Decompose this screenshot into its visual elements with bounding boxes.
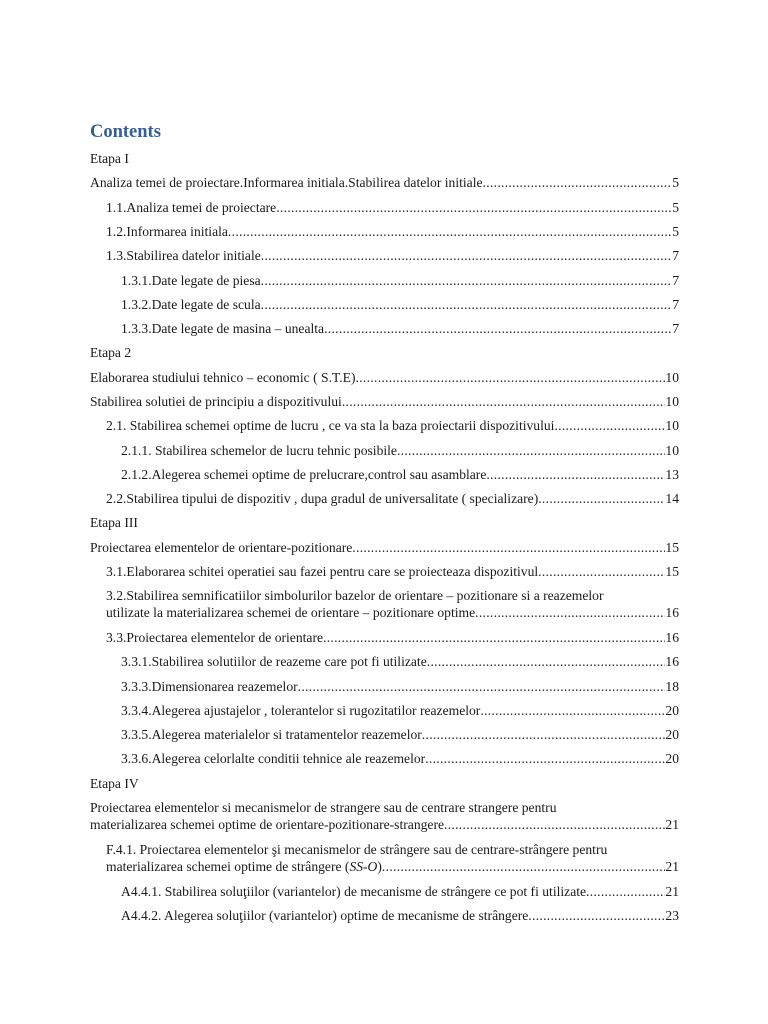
toc-page-number: 5 [672,175,679,190]
toc-entry[interactable] [121,296,679,313]
toc-entry-title: F.4.1. Proiectarea elementelor şi mecanismelor de strângere sau de centrare-strângere pentru [106,842,608,857]
toc-entry-title: Stabilirea solutiei de principiu a dispozitivului [90,394,342,409]
toc-page-number: 7 [672,321,679,336]
toc-entry[interactable] [121,653,679,670]
toc-entry[interactable] [121,883,679,900]
dot-leader [352,539,665,556]
toc-page-number: 7 [672,297,679,312]
toc-entry[interactable] [121,678,679,695]
toc-page-number: 16 [665,654,679,669]
dot-leader [444,816,665,833]
toc-entry-title: 1.3.Stabilirea datelor initiale [106,248,261,263]
toc-page-number: 21 [665,884,679,899]
toc-entry[interactable] [106,223,679,240]
toc-entry-title: 3.3.4.Alegerea ajustajelor , tolerantelor si rugozitatilor reazemelor [121,703,481,718]
dot-leader [486,466,665,483]
etapa-label: Etapa IV [90,776,139,791]
toc-entry[interactable] [121,702,679,719]
toc-page-number: 13 [665,467,679,482]
toc-page-number: 5 [672,200,679,215]
toc-entry-title: 1.2.Informarea initiala [106,224,228,239]
toc-page-number: 15 [665,540,679,555]
etapa-label: Etapa III [90,515,138,530]
toc-entry[interactable] [121,726,679,743]
toc-page-number: 5 [672,224,679,239]
toc-page-number: 10 [665,443,679,458]
toc-entry[interactable] [90,799,679,833]
toc-page-number: 14 [665,491,679,506]
toc-entry-title: Proiectarea elementelor si mecanismelor de strangere sau de centrare strangere pentru [90,800,557,815]
toc-page-number: 10 [665,394,679,409]
dot-leader [483,174,673,191]
dot-leader [228,223,672,240]
toc-entry-title: A4.4.2. Alegerea soluţiilor (variantelor) optime de mecanisme de strângere [121,908,529,923]
toc-entry-title: Proiectarea elementelor de orientare-pozitionare [90,540,353,555]
toc-entry-title: Analiza temei de proiectare.Informarea initiala.Stabilirea datelor initiale [90,175,483,190]
toc-entry[interactable] [106,490,679,507]
toc-page-number: 10 [665,418,679,433]
dot-leader [427,653,666,670]
toc-entry[interactable] [90,539,679,556]
toc-page-number: 16 [665,605,679,620]
toc-entry[interactable] [90,393,679,410]
toc-entry-title: 3.1.Elaborarea schitei operatiei sau fazei pentru care se proiecteaza dispozitivul [106,564,539,579]
toc-entry[interactable] [106,563,679,580]
dot-leader [425,750,665,767]
toc-entry[interactable] [106,199,679,216]
dot-leader [528,907,665,924]
toc-entry[interactable] [121,320,679,337]
toc-page-number: 20 [665,703,679,718]
dot-leader [261,247,672,264]
toc-entry[interactable] [90,174,679,191]
toc-entry-title: 2.1. Stabilirea schemei optime de lucru , ce va sta la baza proiectarii dispozitivului [106,418,555,433]
toc-entry-abbrev: SS-O [349,859,378,874]
dot-leader [356,369,666,386]
toc-entry[interactable] [121,466,679,483]
toc-page-number: 20 [665,727,679,742]
dot-leader [261,296,673,313]
toc-page-number: 21 [665,817,679,832]
dot-leader [586,883,665,900]
toc-entry-title: 2.1.1. Stabilirea schemelor de lucru tehnic posibile [121,443,397,458]
dot-leader [538,563,665,580]
dot-leader [342,393,666,410]
dot-leader [538,490,665,507]
toc-page-number: 7 [672,273,679,288]
toc-entry[interactable] [121,907,679,924]
toc-entry[interactable] [121,442,679,459]
toc-entry-title: 3.2.Stabilirea semnificatiilor simbolurilor bazelor de orientare – pozitionare si a reazemelor [106,588,604,603]
toc-entry-title: 3.3.Proiectarea elementelor de orientare [106,630,324,645]
toc-entry[interactable] [90,369,679,386]
toc-entry-title-end: ) [377,859,382,874]
toc-entry-title: 3.3.5.Alegerea materialelor si tratamentelor reazemelor [121,727,422,742]
dot-leader [382,858,665,875]
toc-page-number: 16 [665,630,679,645]
toc-entry-title: A4.4.1. Stabilirea soluţiilor (variantelor) de mecanisme de strângere ce pot fi utilizate [121,884,587,899]
toc-entry[interactable] [106,417,679,434]
toc-page-number: 15 [665,564,679,579]
etapa-label: Etapa I [90,151,129,166]
toc-entry[interactable] [106,841,679,875]
toc-page-number: 21 [665,859,679,874]
toc-entry-title: 3.3.1.Stabilirea solutiilor de reazeme care pot fi utilizate [121,654,427,669]
dot-leader [323,629,665,646]
dot-leader [422,726,666,743]
dot-leader [475,604,665,621]
toc-entry-title: 3.3.6.Alegerea celorlalte conditii tehnice ale reazemelor [121,751,426,766]
toc-page-number: 23 [665,908,679,923]
dot-leader [397,442,665,459]
toc-page-number: 7 [672,248,679,263]
dot-leader [480,702,665,719]
dot-leader [324,320,672,337]
toc-entry[interactable] [106,587,679,621]
toc-entry-title: 2.2.Stabilirea tipului de dispozitiv , dupa gradul de universalitate ( specializare) [106,491,539,506]
dot-leader [554,417,665,434]
toc-page-number: 10 [665,370,679,385]
toc-entry-title: 1.3.2.Date legate de scula [121,297,261,312]
toc-entry-title-cont: materializarea schemei optime de orientare-pozitionare-strangere [90,817,445,832]
contents-heading: Contents [90,122,161,142]
dot-leader [261,272,673,289]
toc-entry[interactable] [121,272,679,289]
toc-entry-title-cont: materializarea schemei optime de strângere ( [106,859,350,874]
toc-page-number: 18 [665,679,679,694]
toc-entry-title: 3.3.3.Dimensionarea reazemelor [121,679,298,694]
etapa-label: Etapa 2 [90,345,132,360]
toc-entry-title: 1.1.Analiza temei de proiectare [106,200,277,215]
toc-entry[interactable] [106,629,679,646]
toc-entry[interactable] [106,247,679,264]
toc-entry-title: Elaborarea studiului tehnico – economic ( S.T.E) [90,370,356,385]
dot-leader [276,199,672,216]
dot-leader [298,678,666,695]
toc-entry-title: 1.3.3.Date legate de masina – unealta [121,321,325,336]
toc-entry-title: 2.1.2.Alegerea schemei optime de prelucrare,control sau asamblare [121,467,487,482]
toc-page-number: 20 [665,751,679,766]
toc-entry[interactable] [121,750,679,767]
toc-entry-title: 1.3.1.Date legate de piesa [121,273,261,288]
toc-entry-title-cont: utilizate la materializarea schemei de orientare – pozitionare optime [106,605,476,620]
